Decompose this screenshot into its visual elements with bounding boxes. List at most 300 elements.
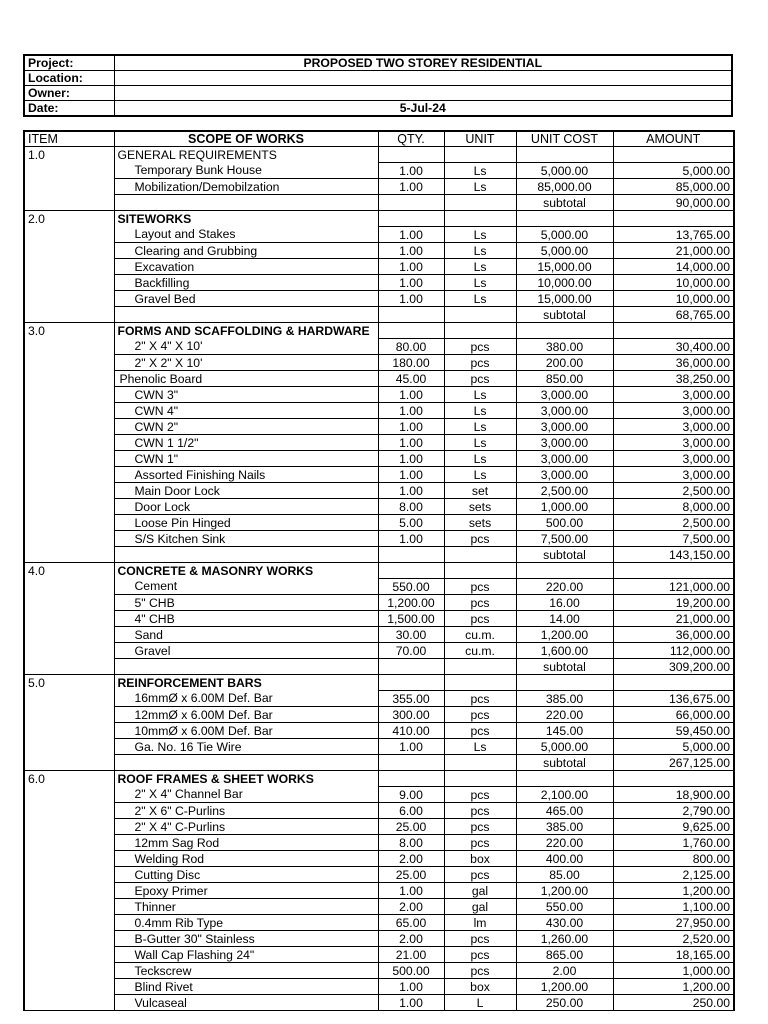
line-item-unit-cost: 3,000.00 [516,467,613,483]
line-item-description: Clearing and Grubbing [114,243,378,259]
line-item-unit: pcs [444,579,516,595]
empty-cell [516,563,613,579]
line-item-unit: Ls [444,419,516,435]
empty-cell [444,675,516,691]
empty-cell [378,547,444,563]
empty-cell [114,307,378,323]
section-number: 2.0 [24,211,114,227]
location-value [114,71,732,86]
table-row [24,515,734,531]
empty-cell [378,755,444,771]
location-row [24,71,732,86]
line-item-description: Loose Pin Hinged [114,515,378,531]
empty-cell [24,835,114,851]
empty-cell [24,627,114,643]
line-item-description: Excavation [114,259,378,275]
line-item-amount: 2,790.00 [613,803,734,819]
line-item-unit: Ls [444,739,516,755]
line-item-qty: 1.00 [378,275,444,291]
line-item-amount: 13,765.00 [613,227,734,243]
line-item-unit-cost: 500.00 [516,515,613,531]
empty-cell [613,563,734,579]
line-item-unit-cost: 2.00 [516,963,613,979]
line-item-unit: pcs [444,691,516,707]
line-item-unit-cost: 430.00 [516,915,613,931]
owner-value [114,86,732,101]
line-item-qty: 1.00 [378,995,444,1011]
empty-cell [24,739,114,755]
line-item-amount: 27,950.00 [613,915,734,931]
line-item-unit-cost: 85,000.00 [516,179,613,195]
line-item-description: Backfilling [114,275,378,291]
section-header-row [24,675,734,691]
line-item-qty: 1,200.00 [378,595,444,611]
line-item-amount: 18,165.00 [613,947,734,963]
empty-cell [24,819,114,835]
line-item-amount: 2,125.00 [613,867,734,883]
line-item-description: Gravel Bed [114,291,378,307]
empty-cell [444,755,516,771]
line-item-amount: 36,000.00 [613,355,734,371]
line-item-amount: 14,000.00 [613,259,734,275]
empty-cell [378,563,444,579]
line-item-unit-cost: 3,000.00 [516,419,613,435]
line-item-qty: 2.00 [378,851,444,867]
line-item-amount: 38,250.00 [613,371,734,387]
line-item-description: 2" X 4" C-Purlins [114,819,378,835]
empty-cell [378,211,444,227]
line-item-qty: 1.00 [378,467,444,483]
date-label: Date: [24,101,114,117]
table-row [24,467,734,483]
empty-cell [378,323,444,339]
line-item-qty: 300.00 [378,707,444,723]
line-item-qty: 180.00 [378,355,444,371]
line-item-description: 5" CHB [114,595,378,611]
empty-cell [114,755,378,771]
empty-cell [24,499,114,515]
table-row [24,883,734,899]
table-row [24,723,734,739]
owner-row [24,86,732,101]
line-item-qty: 500.00 [378,963,444,979]
empty-cell [24,691,114,707]
table-row [24,611,734,627]
subtotal-amount: 267,125.00 [613,755,734,771]
line-item-qty: 21.00 [378,947,444,963]
empty-cell [24,275,114,291]
line-item-unit-cost: 16.00 [516,595,613,611]
empty-cell [114,659,378,675]
empty-cell [24,467,114,483]
line-item-description: 12mm Sag Rod [114,835,378,851]
empty-cell [24,979,114,995]
table-row [24,163,734,179]
line-item-qty: 355.00 [378,691,444,707]
line-item-amount: 10,000.00 [613,275,734,291]
line-item-amount: 2,520.00 [613,931,734,947]
empty-cell [444,147,516,163]
empty-cell [613,771,734,787]
line-item-qty: 1.00 [378,419,444,435]
table-row [24,963,734,979]
line-item-description: Phenolic Board [114,371,378,387]
line-item-amount: 1,000.00 [613,963,734,979]
empty-cell [24,291,114,307]
empty-cell [24,947,114,963]
table-row [24,819,734,835]
line-item-description: Epoxy Primer [114,883,378,899]
empty-cell [24,451,114,467]
line-item-unit-cost: 14.00 [516,611,613,627]
section-header-row [24,771,734,787]
bill-of-quantities-table [23,130,735,1011]
empty-cell [378,195,444,211]
table-row [24,979,734,995]
line-item-unit: Ls [444,291,516,307]
line-item-unit-cost: 85.00 [516,867,613,883]
table-row [24,579,734,595]
line-item-amount: 2,500.00 [613,483,734,499]
line-item-description: 4" CHB [114,611,378,627]
line-item-unit: gal [444,883,516,899]
empty-cell [444,323,516,339]
line-item-amount: 136,675.00 [613,691,734,707]
line-item-qty: 1.00 [378,387,444,403]
line-item-qty: 25.00 [378,819,444,835]
empty-cell [516,147,613,163]
line-item-unit-cost: 220.00 [516,579,613,595]
empty-cell [24,339,114,355]
empty-cell [613,147,734,163]
line-item-description: Teckscrew [114,963,378,979]
section-title: REINFORCEMENT BARS [114,675,378,691]
line-item-qty: 1.00 [378,163,444,179]
line-item-unit: sets [444,499,516,515]
line-item-unit-cost: 5,000.00 [516,163,613,179]
line-item-unit: pcs [444,611,516,627]
table-row [24,803,734,819]
line-item-unit: pcs [444,867,516,883]
section-number: 6.0 [24,771,114,787]
table-row [24,867,734,883]
empty-cell [516,211,613,227]
section-number: 1.0 [24,147,114,163]
table-row [24,643,734,659]
col-unit-cost: UNIT COST [516,131,613,147]
empty-cell [613,211,734,227]
empty-cell [24,387,114,403]
line-item-description: CWN 1" [114,451,378,467]
line-item-description: Wall Cap Flashing 24" [114,947,378,963]
line-item-description: Thinner [114,899,378,915]
col-unit: UNIT [444,131,516,147]
line-item-qty: 1.00 [378,451,444,467]
line-item-unit: Ls [444,435,516,451]
line-item-unit: cu.m. [444,627,516,643]
section-header-row [24,211,734,227]
line-item-unit-cost: 850.00 [516,371,613,387]
empty-cell [613,323,734,339]
table-row [24,691,734,707]
empty-cell [516,771,613,787]
empty-cell [444,211,516,227]
empty-cell [24,643,114,659]
section-number: 3.0 [24,323,114,339]
line-item-qty: 1.00 [378,259,444,275]
empty-cell [24,547,114,563]
line-item-unit: cu.m. [444,643,516,659]
line-item-unit: Ls [444,179,516,195]
line-item-unit-cost: 2,500.00 [516,483,613,499]
empty-cell [378,307,444,323]
line-item-unit: sets [444,515,516,531]
line-item-unit-cost: 1,600.00 [516,643,613,659]
empty-cell [444,195,516,211]
line-item-amount: 85,000.00 [613,179,734,195]
empty-cell [378,675,444,691]
line-item-description: Gravel [114,643,378,659]
line-item-qty: 70.00 [378,643,444,659]
line-item-unit-cost: 3,000.00 [516,451,613,467]
line-item-unit: Ls [444,387,516,403]
line-item-amount: 3,000.00 [613,435,734,451]
line-item-description: Assorted Finishing Nails [114,467,378,483]
line-item-unit: pcs [444,723,516,739]
line-item-unit-cost: 1,260.00 [516,931,613,947]
line-item-amount: 1,760.00 [613,835,734,851]
empty-cell [24,851,114,867]
line-item-unit-cost: 385.00 [516,819,613,835]
line-item-amount: 3,000.00 [613,467,734,483]
line-item-qty: 45.00 [378,371,444,387]
line-item-qty: 2.00 [378,931,444,947]
table-row [24,707,734,723]
table-row [24,915,734,931]
table-row [24,275,734,291]
table-row [24,403,734,419]
line-item-qty: 8.00 [378,835,444,851]
project-info-table [23,54,733,117]
line-item-qty: 9.00 [378,787,444,803]
subtotal-label: subtotal [516,755,613,771]
section-title: ROOF FRAMES & SHEET WORKS [114,771,378,787]
line-item-qty: 1.00 [378,531,444,547]
empty-cell [24,243,114,259]
line-item-unit: pcs [444,707,516,723]
date-row [24,101,732,117]
line-item-unit-cost: 5,000.00 [516,739,613,755]
location-label: Location: [24,71,114,86]
line-item-unit-cost: 385.00 [516,691,613,707]
line-item-unit: Ls [444,227,516,243]
table-row [24,499,734,515]
section-number: 4.0 [24,563,114,579]
col-item: ITEM [24,131,114,147]
empty-cell [24,755,114,771]
date-value: 5-Jul-24 [114,101,732,117]
empty-cell [24,419,114,435]
line-item-qty: 80.00 [378,339,444,355]
line-item-description: 2" X 6" C-Purlins [114,803,378,819]
line-item-unit-cost: 10,000.00 [516,275,613,291]
line-item-qty: 30.00 [378,627,444,643]
empty-cell [24,595,114,611]
empty-cell [24,803,114,819]
table-row [24,851,734,867]
empty-cell [24,915,114,931]
line-item-description: 16mmØ x 6.00M Def. Bar [114,691,378,707]
line-item-amount: 19,200.00 [613,595,734,611]
subtotal-amount: 143,150.00 [613,547,734,563]
line-item-description: Ga. No. 16 Tie Wire [114,739,378,755]
line-item-description: 2" X 2" X 10' [114,355,378,371]
col-scope: SCOPE OF WORKS [114,131,378,147]
subtotal-label: subtotal [516,547,613,563]
line-item-amount: 21,000.00 [613,243,734,259]
line-item-qty: 1.00 [378,179,444,195]
project-row [24,55,732,71]
line-item-unit: box [444,979,516,995]
empty-cell [24,659,114,675]
line-item-unit: pcs [444,355,516,371]
table-row [24,787,734,803]
line-item-unit: pcs [444,787,516,803]
line-item-description: Door Lock [114,499,378,515]
subtotal-amount: 68,765.00 [613,307,734,323]
line-item-unit: pcs [444,531,516,547]
table-row [24,995,734,1011]
line-item-description: 0.4mm Rib Type [114,915,378,931]
line-item-unit: Ls [444,467,516,483]
empty-cell [24,179,114,195]
col-amount: AMOUNT [613,131,734,147]
empty-cell [24,163,114,179]
empty-cell [24,723,114,739]
line-item-unit-cost: 250.00 [516,995,613,1011]
line-item-unit-cost: 3,000.00 [516,403,613,419]
section-header-row [24,147,734,163]
empty-cell [24,227,114,243]
table-row [24,387,734,403]
line-item-description: Welding Rod [114,851,378,867]
section-title: SITEWORKS [114,211,378,227]
line-item-qty: 410.00 [378,723,444,739]
line-item-description: Sand [114,627,378,643]
line-item-unit: Ls [444,243,516,259]
col-qty: QTY. [378,131,444,147]
empty-cell [378,147,444,163]
empty-cell [24,867,114,883]
line-item-unit-cost: 1,000.00 [516,499,613,515]
line-item-amount: 800.00 [613,851,734,867]
subtotal-label: subtotal [516,195,613,211]
line-item-description: Temporary Bunk House [114,163,378,179]
table-row [24,483,734,499]
empty-cell [24,403,114,419]
line-item-unit-cost: 1,200.00 [516,883,613,899]
subtotal-amount: 309,200.00 [613,659,734,675]
line-item-qty: 5.00 [378,515,444,531]
column-header-row [24,131,734,147]
table-row [24,899,734,915]
line-item-unit-cost: 550.00 [516,899,613,915]
empty-cell [24,355,114,371]
empty-cell [24,995,114,1011]
line-item-description: CWN 4" [114,403,378,419]
line-item-unit: pcs [444,835,516,851]
line-item-unit: Ls [444,403,516,419]
line-item-description: B-Gutter 30" Stainless [114,931,378,947]
line-item-unit-cost: 7,500.00 [516,531,613,547]
line-item-qty: 1.00 [378,483,444,499]
line-item-qty: 65.00 [378,915,444,931]
empty-cell [24,531,114,547]
line-item-unit-cost: 380.00 [516,339,613,355]
line-item-amount: 10,000.00 [613,291,734,307]
line-item-unit-cost: 145.00 [516,723,613,739]
subtotal-row [24,195,734,211]
line-item-description: Cement [114,579,378,595]
line-item-unit: set [444,483,516,499]
line-item-unit-cost: 465.00 [516,803,613,819]
line-item-unit-cost: 15,000.00 [516,259,613,275]
line-item-description: Blind Rivet [114,979,378,995]
line-item-amount: 2,500.00 [613,515,734,531]
table-row [24,595,734,611]
table-row [24,243,734,259]
empty-cell [444,771,516,787]
boq-body [24,147,734,1011]
line-item-qty: 550.00 [378,579,444,595]
line-item-amount: 66,000.00 [613,707,734,723]
table-row [24,451,734,467]
line-item-unit: Ls [444,275,516,291]
line-item-description: CWN 3" [114,387,378,403]
project-label: Project: [24,55,114,71]
line-item-description: Mobilization/Demobilzation [114,179,378,195]
empty-cell [114,547,378,563]
line-item-unit-cost: 1,200.00 [516,627,613,643]
section-title: CONCRETE & MASONRY WORKS [114,563,378,579]
line-item-amount: 7,500.00 [613,531,734,547]
empty-cell [516,675,613,691]
line-item-unit: pcs [444,963,516,979]
line-item-unit-cost: 220.00 [516,707,613,723]
empty-cell [24,883,114,899]
line-item-unit-cost: 5,000.00 [516,227,613,243]
owner-label: Owner: [24,86,114,101]
empty-cell [24,899,114,915]
table-row [24,291,734,307]
line-item-unit: pcs [444,371,516,387]
empty-cell [444,547,516,563]
line-item-description: 10mmØ x 6.00M Def. Bar [114,723,378,739]
line-item-unit-cost: 5,000.00 [516,243,613,259]
empty-cell [24,515,114,531]
empty-cell [444,307,516,323]
line-item-unit: Ls [444,451,516,467]
line-item-amount: 3,000.00 [613,451,734,467]
line-item-unit: pcs [444,947,516,963]
line-item-qty: 8.00 [378,499,444,515]
subtotal-label: subtotal [516,659,613,675]
line-item-unit-cost: 865.00 [516,947,613,963]
line-item-amount: 1,200.00 [613,979,734,995]
line-item-unit-cost: 200.00 [516,355,613,371]
line-item-amount: 112,000.00 [613,643,734,659]
empty-cell [24,307,114,323]
